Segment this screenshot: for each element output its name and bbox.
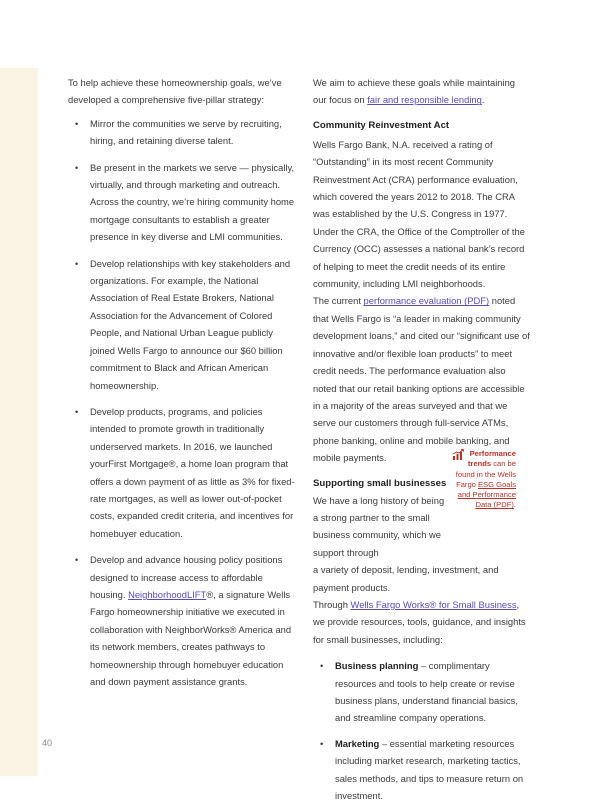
cra-paragraph: Wells Fargo Bank, N.A. received a rating of “Outstanding” in its most recent Community Reinvestment Act (CRA) performance evaluation, which covered the years 2012 to 2018. The CRA was established by the U.S. Congress in 1977. Under the CRA, the Office of the Comptroller of the Currency (OCC) assesses a national bank’s record of helping to meet the credit needs of its entire community, including LMI neighborhoods. <box>313 138 525 290</box>
small-business-list <box>313 657 531 804</box>
page-number: 40 <box>42 738 53 748</box>
neighborhoodlift-link[interactable]: NeighborhoodLIFT <box>128 588 207 600</box>
callout-lead: Performance trends <box>467 449 516 469</box>
small-business-item: • Business planning – complimentary resources and tools to help create or revise business plans, understand financial basics, and streamline company operations. <box>313 657 531 727</box>
left-column <box>68 74 298 690</box>
performance-callout: Performance trends can be found in the Wells Fargo ESG Goals and Performance Data (PDF). <box>452 449 516 511</box>
cra-heading: Community Reinvestment Act <box>313 119 450 131</box>
strategy-item: • Develop and advance housing policy positions designed to increase access to affordable housing. NeighborhoodLIFT®, a signature Wells Fargo homeownership initiative we executed in collaboration with NeighborWorks® America and its network members, creates pathways to homeownership through homebuyer education and down payment assistance grants. <box>68 551 298 690</box>
strategy-item: • Develop relationships with key stakeholders and organizations. For example, the National Association of Real Estate Brokers, National Association for the Advancement of Colored People, and National Urban League publicly joined Wells Fargo to announce our $60 billion commitment to Black and African American homeownership. <box>68 255 298 394</box>
strategy-item: • Mirror the communities we serve by recruiting, hiring, and retaining diverse talent. <box>68 115 298 150</box>
fair-lending-link[interactable]: fair and responsible lending <box>367 94 482 106</box>
works-for-small-business-link[interactable]: Wells Fargo Works® for Small Business <box>350 598 517 610</box>
small-business-heading: Supporting small businesses <box>313 477 447 489</box>
small-business-works: Through Wells Fargo Works® for Small Business, we provide resources, tools, guidance, and insights for small businesses, including: <box>313 598 526 645</box>
lending-intro: We aim to achieve these goals while maintaining our focus on fair and responsible lending. <box>313 77 516 106</box>
strategy-item: • Develop products, programs, and policies intended to promote growth in traditionally underserved markets. In 2016, we launched yourFirst Mortgage®, a home loan program that offers a down payment of as little as 3% for fixed-rate mortgages, as well as lower out-of-pocket costs, expanded credit criteria, and incentives for homebuyer education. <box>68 403 298 542</box>
sidebar-accent <box>0 68 38 776</box>
esg-data-link[interactable]: ESG Goals and Performance Data (PDF) <box>457 479 516 510</box>
performance-evaluation-link[interactable]: performance evaluation (PDF) <box>363 295 490 307</box>
strategy-intro: To help achieve these homeownership goals, we’ve developed a comprehensive five-pillar strategy: <box>68 77 282 106</box>
small-business-history: We have a long history of being a strong partner to the small business community, which we support through <box>313 494 445 558</box>
small-business-products: a variety of deposit, lending, investment, and payment products. <box>313 564 499 593</box>
small-business-item: • Marketing – essential marketing resources including market research, marketing tactics, sales methods, and tips to measure return on investment. <box>313 735 531 804</box>
strategy-item: • Be present in the markets we serve — physically, virtually, and through marketing and outreach. Across the country, we’re hiring community home mortgage consultants to establish a greater presence in key diverse and LMI communities. <box>68 159 298 246</box>
strategy-list <box>68 115 298 691</box>
cra-evaluation-paragraph: The current performance evaluation (PDF) noted that Wells Fargo is “a leader in making community development loans,” and cited our “significant use of innovative and/or flexible loan products” to meet credit needs. The performance evaluation also noted that our retail banking options are accessible in a majority of the areas surveyed and that we serve our customers through full-service ATMs, phone banking, online and mobile banking, and mobile payments. <box>313 295 530 464</box>
right-column <box>313 74 531 804</box>
trend-chart-icon <box>452 449 464 461</box>
